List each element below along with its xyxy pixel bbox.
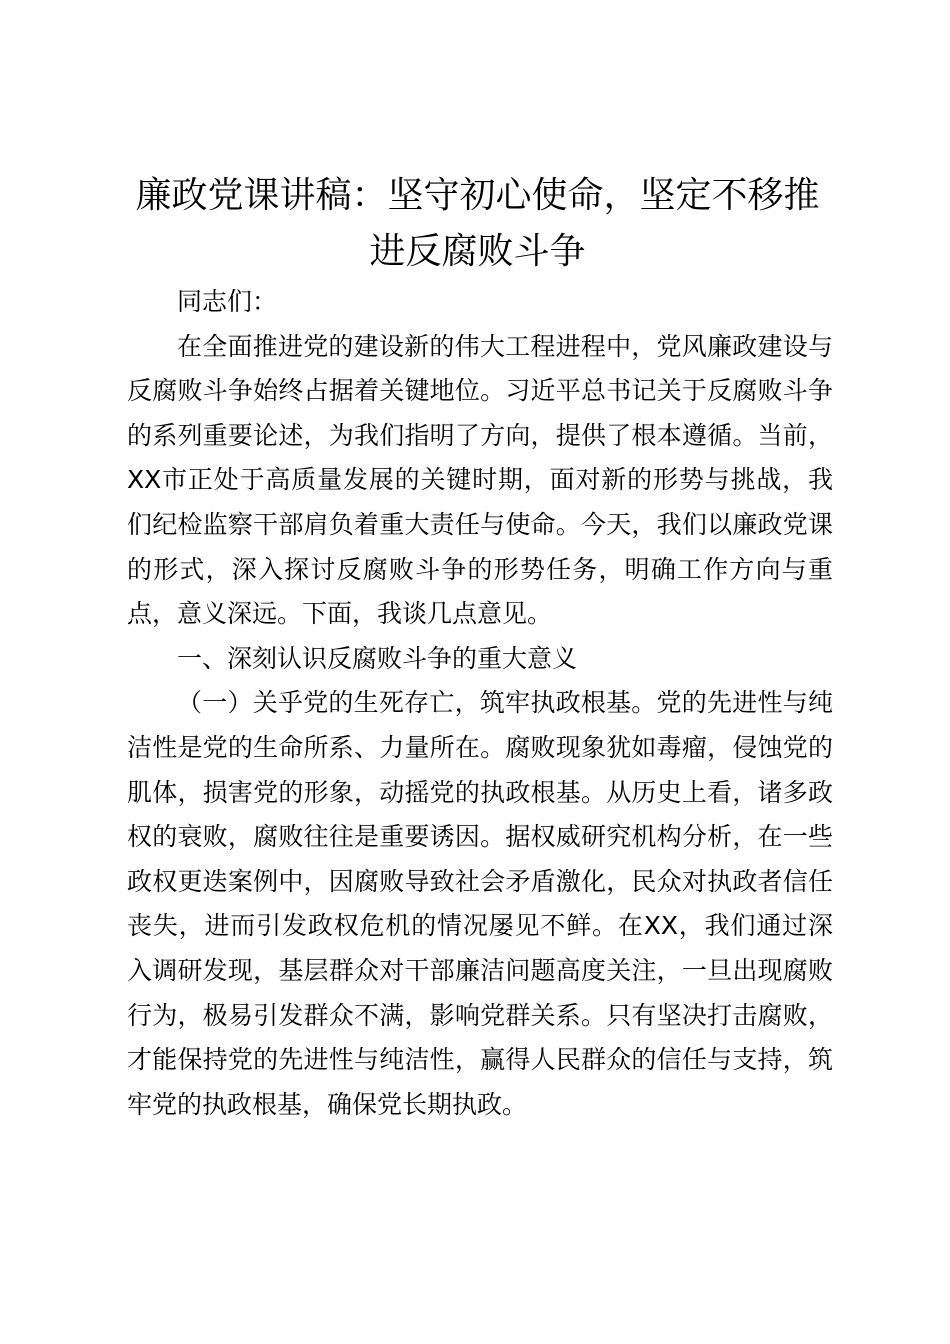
document-title: 廉政党课讲稿：坚守初心使命，坚定不移推进反腐败斗争 (135, 175, 820, 272)
section-heading: 一、深刻认识反腐败斗争的重大意义 (177, 643, 578, 673)
salutation-paragraph: 同志们： (177, 287, 278, 316)
document-body (127, 280, 833, 1127)
intro-paragraph: 在全面推进党的建设新的伟大工程进程中，党风廉政建设与反腐败斗争始终占据着关键地位。习近平总书记关于反腐败斗争的系列重要论述，为我们指明了方向，提供了根本遵循。当前，XX市正处于高质量发展的关键时期，面对新的形势与挑战，我们纪检监察干部肩负着重大责任与使命。今天，我们以廉政党课的形式，深入探讨反腐败斗争的形势任务，明确工作方向与重点，意义深远。下面，我谈几点意见。 (127, 331, 833, 629)
body-paragraph: （一）关乎党的生死存亡，筑牢执政根基。党的先进性与纯洁性是党的生命所系、力量所在。腐败现象犹如毒瘤，侵蚀党的肌体，损害党的形象，动摇党的执政根基。从历史上看，诸多政权的衰败，腐败往往是重要诱因。据权威研究机构分析，在一些政权更迭案例中，因腐败导致社会矛盾激化，民众对执政者信任丧失，进而引发政权危机的情况屡见不鲜。在XX，我们通过深入调研发现，基层群众对干部廉洁问题高度关注，一旦出现腐败行为，极易引发群众不满，影响党群关系。只有坚决打击腐败，才能保持党的先进性与纯洁性，赢得人民群众的信任与支持，筑牢党的执政根基，确保党长期执政。 (127, 688, 833, 1119)
